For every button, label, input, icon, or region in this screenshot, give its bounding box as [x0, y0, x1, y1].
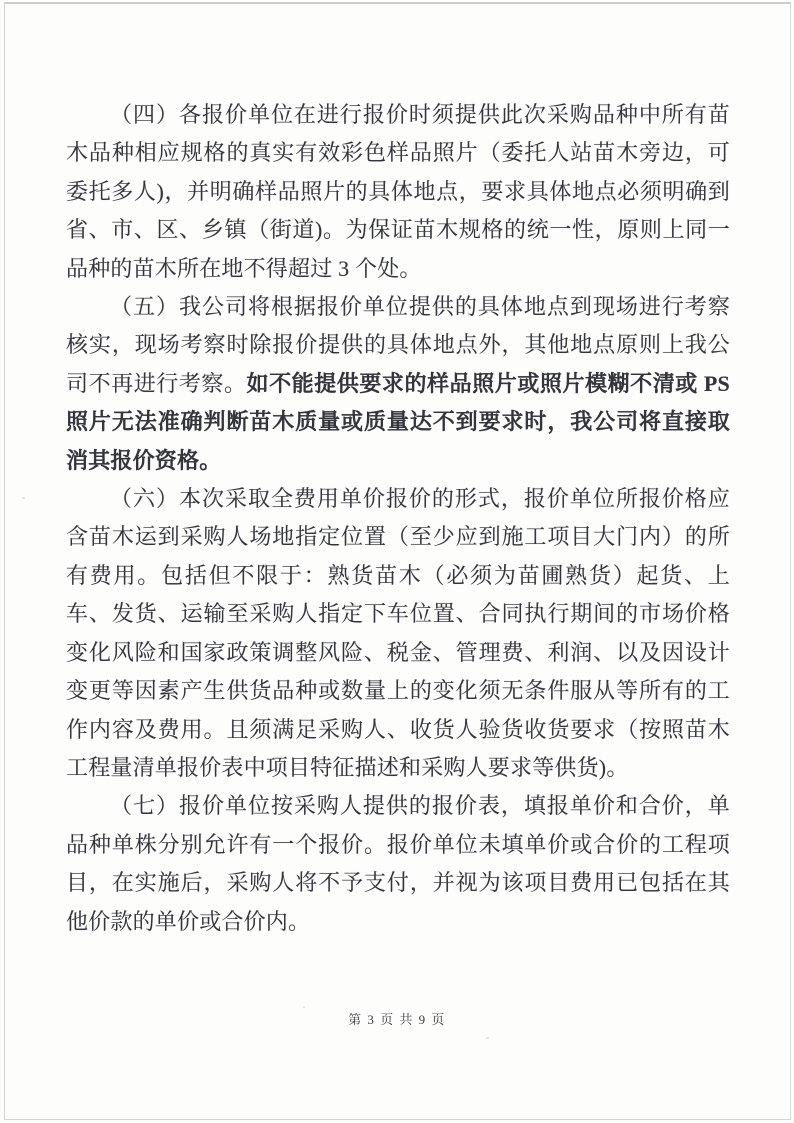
paragraph-item-7: [66, 787, 730, 941]
paragraph-item-4: [66, 96, 730, 288]
scan-speck: [486, 1037, 489, 1039]
paragraph-item-5: [66, 288, 730, 480]
scan-speck: [22, 497, 25, 499]
paragraph-text: （五）我公司将根据报价单位提供的具体地点到现场进行考察核实，现场考察时除报价提供的具体地点外，其他地点原则上我公司不再进行考察。: [66, 294, 730, 396]
paragraph-text: （四）各报价单位在进行报价时须提供此次采购品种中所有苗木品种相应规格的真实有效彩色样品照片（委托人站苗木旁边，可委托多人)，并明确样品照片的具体地点，要求具体地点必须明确到省、市、区、乡镇（街道)。为保证苗木规格的统一性，原则上同一品种的苗木所在地不得超过 3 个处。: [66, 102, 730, 281]
page-number-footer: 第 3 页 共 9 页: [348, 1012, 446, 1027]
scan-speck: [303, 1006, 305, 1008]
paragraph-text: （七）报价单位按采购人提供的报价表，填报单价和合价，单品种单株分别允许有一个报价。报价单位未填单价或合价的工程项目，在实施后，采购人将不予支付，并视为该项目费用已包括在其他价款的单价或合价内。: [66, 793, 730, 934]
paragraph-item-6: [66, 480, 730, 787]
paragraph-text-bold-emphasis: 如不能提供要求的样品照片或照片模糊不清或 PS 照片无法准确判断苗木质量或质量达不到要求时，我公司将直接取消其报价资格。: [66, 370, 730, 473]
document-body: [66, 96, 730, 941]
paragraph-text: （六）本次采取全费用单价报价的形式，报价单位所报价格应含苗木运到采购人场地指定位置（至少应到施工项目大门内）的所有费用。包括但不限于：熟货苗木（必须为苗圃熟货）起货、上车、发货、运输至采购人指定下车位置、合同执行期间的市场价格变化风险和国家政策调整风险、税金、管理费、利润、以及因设计变更等因素产生供货品种或数量上的变化须无条件服从等所有的工作内容及费用。且须满足采购人、收货人验货收货要求（按照苗木工程量清单报价表中项目特征描述和采购人要求等供货)。: [66, 486, 730, 780]
